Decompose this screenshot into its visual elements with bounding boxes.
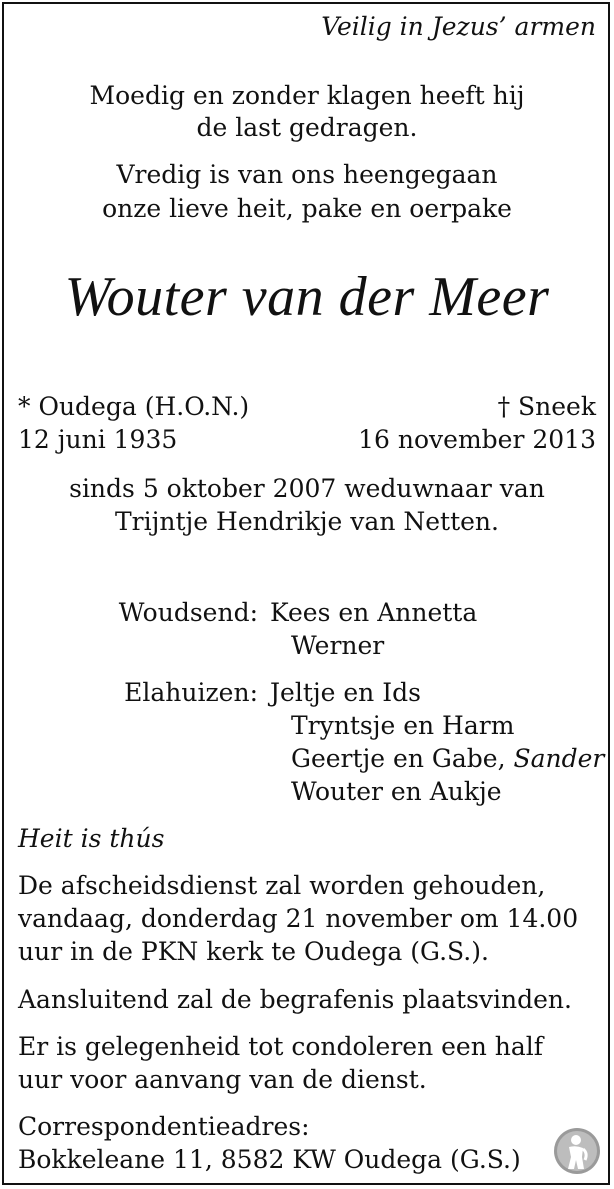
death-place: † Sneek (497, 392, 596, 421)
family-name: Wouter en Aukje (291, 777, 502, 806)
service-line-2: vandaag, donderdag 21 november om 14.00 (18, 904, 579, 933)
intro-line-4: onze lieve heit, pake en oerpake (102, 194, 512, 223)
family-place-elahuizen: Elahuizen: (124, 678, 258, 707)
family-name: Werner (291, 631, 385, 660)
deceased-name: Wouter van der Meer (64, 266, 550, 328)
family-name: Jeltje en Ids (270, 678, 421, 707)
family-name: Tryntsje en Harm (291, 711, 515, 740)
family-place-woudsend: Woudsend: (118, 598, 258, 627)
death-date: 16 november 2013 (358, 425, 596, 454)
service-line-1: De afscheidsdienst zal worden gehouden, (18, 871, 546, 900)
family-name-italic: Sander (513, 744, 605, 773)
birth-date: 12 juni 1935 (18, 425, 178, 454)
closing-italic: Heit is thús (18, 824, 165, 853)
address-line: Bokkeleane 11, 8582 KW Oudega (G.S.) (18, 1145, 521, 1174)
intro-line-3: Vredig is van ons heengegaan (116, 160, 498, 189)
burial-text: Aansluitend zal de begrafenis plaatsvinden. (18, 985, 572, 1014)
address-label: Correspondentieadres: (18, 1112, 310, 1141)
intro-line-1: Moedig en zonder klagen heeft hij (89, 81, 525, 110)
family-name: Kees en Annetta (270, 598, 478, 627)
birth-place: * Oudega (H.O.N.) (18, 392, 250, 421)
widower-line-1: sinds 5 oktober 2007 weduwnaar van (69, 474, 545, 503)
intro-line-2: de last gedragen. (196, 113, 418, 142)
mourning-figure-icon (553, 1127, 601, 1175)
condolence-line-1: Er is gelegenheid tot condoleren een half (18, 1032, 544, 1061)
widower-line-2: Trijntje Hendrikje van Netten. (115, 507, 499, 536)
condolence-line-2: uur voor aanvang van de dienst. (18, 1065, 427, 1094)
service-line-3: uur in de PKN kerk te Oudega (G.S.). (18, 937, 489, 966)
family-name: Geertje en Gabe, (291, 744, 514, 773)
family-name-row (291, 742, 604, 776)
motto: Veilig in Jezus’ armen (321, 12, 596, 41)
